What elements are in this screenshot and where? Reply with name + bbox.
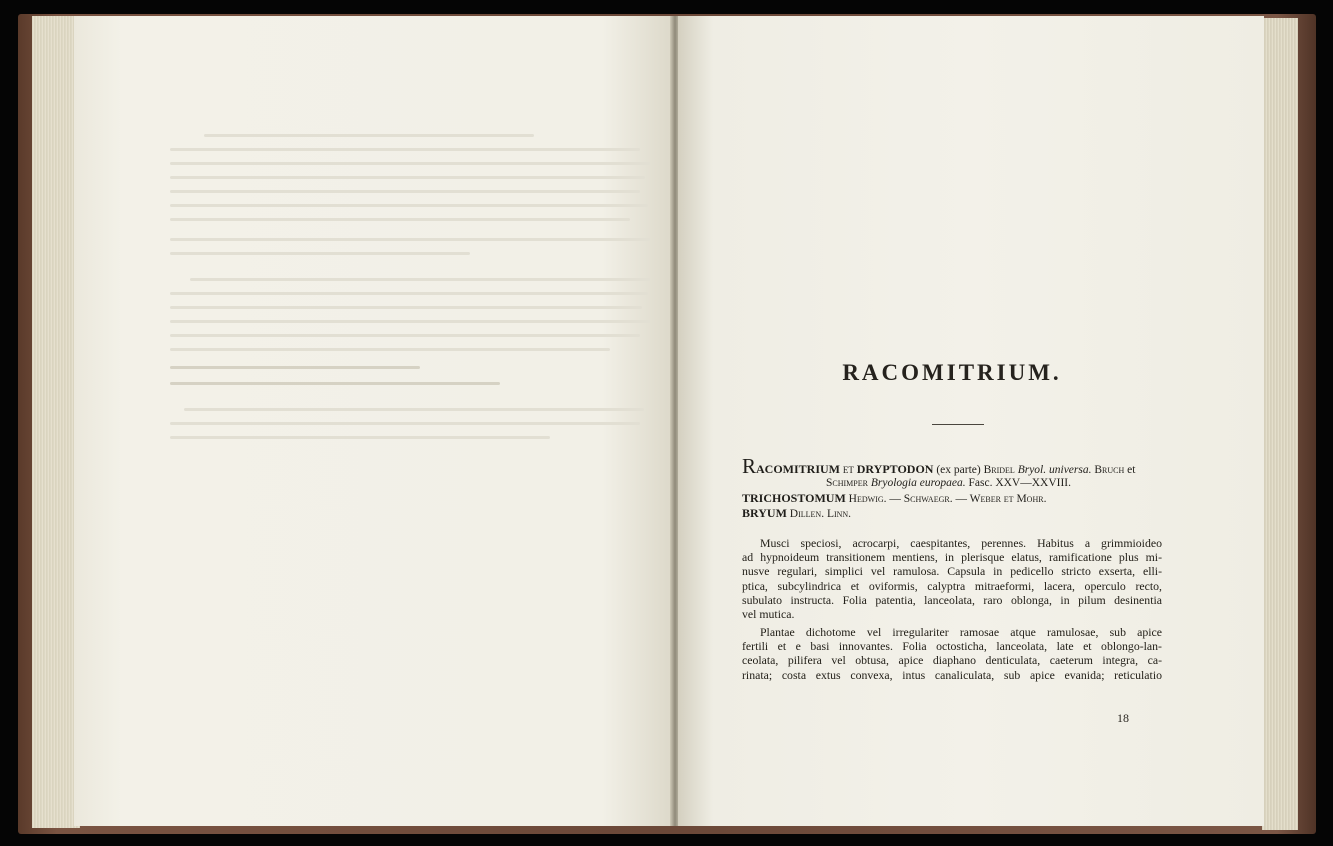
right-page-edges	[1262, 18, 1298, 830]
show-through-line	[170, 334, 640, 337]
text-line: ptica, subcylindrica et oviformis, calyptra mitraeformi, lacera, operculo recto,	[742, 578, 1162, 593]
page-number: 18	[1117, 711, 1129, 725]
et-connector: ET	[842, 465, 854, 475]
synonymy-line-4	[742, 507, 1182, 521]
genus-dryptodon: DRYPTODON	[856, 462, 934, 476]
show-through-line	[190, 278, 650, 281]
show-through-line	[170, 218, 630, 221]
fascicle: Fasc. XXV—XXVIII.	[968, 477, 1072, 489]
show-through-line	[170, 366, 420, 369]
show-through-line	[170, 382, 500, 385]
authors-bryum: Dillen. Linn.	[789, 508, 852, 520]
text-line: fertili et e basi innovantes. Folia octosticha, lanceolata, late et oblongo-lan-	[742, 639, 1162, 654]
show-through-line	[170, 422, 640, 425]
author-bruch: Bruch	[1094, 464, 1125, 476]
genus-racomitrium: ACOMITRIUM	[756, 462, 841, 476]
show-through-line	[170, 162, 650, 165]
ex-parte: (ex parte)	[936, 464, 981, 476]
right-page	[678, 16, 1264, 826]
authors-trichostomum: Hedwig. — Schwaegr. — Weber et Mohr.	[848, 493, 1047, 505]
show-through-line	[170, 306, 642, 309]
title-rule	[932, 424, 984, 425]
genus-title: RACOMITRIUM.	[842, 360, 1062, 385]
drop-initial: R	[742, 454, 757, 478]
author-schimper: Schimper	[826, 477, 868, 489]
text-line: Musci speciosi, acrocarpi, caespitantes, perennes. Habitus a grimmioideo	[760, 536, 1162, 550]
text-line: subulato instructa. Folia patentia, lanceolata, raro oblonga, in pilum desinentia	[742, 592, 1162, 607]
text-line: ad hypnoideum transitionem mentiens, in plerisque elatus, ramificatione plus mi-	[742, 550, 1162, 565]
text-line: vel mutica.	[742, 607, 795, 622]
synonymy-line-2	[826, 477, 1266, 490]
show-through-line	[170, 190, 640, 193]
genus-trichostomum: TRICHOSTOMUM	[742, 491, 846, 505]
text-line: rinata; costa extus convexa, intus canaliculata, sub apice evanida; reticulatio	[742, 667, 1162, 682]
show-through-line	[170, 320, 650, 323]
show-through-line	[170, 238, 650, 241]
left-page-edges	[32, 16, 80, 828]
show-through-line	[170, 176, 645, 179]
show-through-line	[170, 252, 470, 255]
left-page	[74, 16, 674, 826]
text-line: ceolata, pilifera vel obtusa, apice diaphano denticulata, caeterum integra, ca-	[742, 653, 1162, 668]
synonymy-line-1	[742, 454, 1182, 478]
work-bryol-universa: Bryol. universa.	[1017, 464, 1092, 476]
show-through-line	[204, 134, 534, 137]
description-paragraph-2	[742, 625, 1162, 682]
show-through-line	[184, 408, 644, 411]
text-line: Plantae dichotome vel irregulariter ramosae atque ramulosae, sub apice	[760, 625, 1162, 639]
genus-bryum: BRYUM	[742, 506, 787, 520]
and-connector: et	[1127, 464, 1136, 476]
show-through-line	[170, 348, 610, 351]
show-through-line	[170, 204, 648, 207]
show-through-line	[170, 436, 550, 439]
synonymy-line-3	[742, 492, 1182, 506]
show-through-line	[170, 148, 640, 151]
text-line: nusve regulari, simplici vel ramulosa. Capsula in pedicello stricto exserta, elli-	[742, 564, 1162, 579]
show-through-line	[170, 292, 648, 295]
description-paragraph-1	[742, 536, 1162, 621]
work-bryologia-europaea: Bryologia europaea.	[870, 477, 966, 489]
author-bridel: Bridel	[983, 464, 1015, 476]
